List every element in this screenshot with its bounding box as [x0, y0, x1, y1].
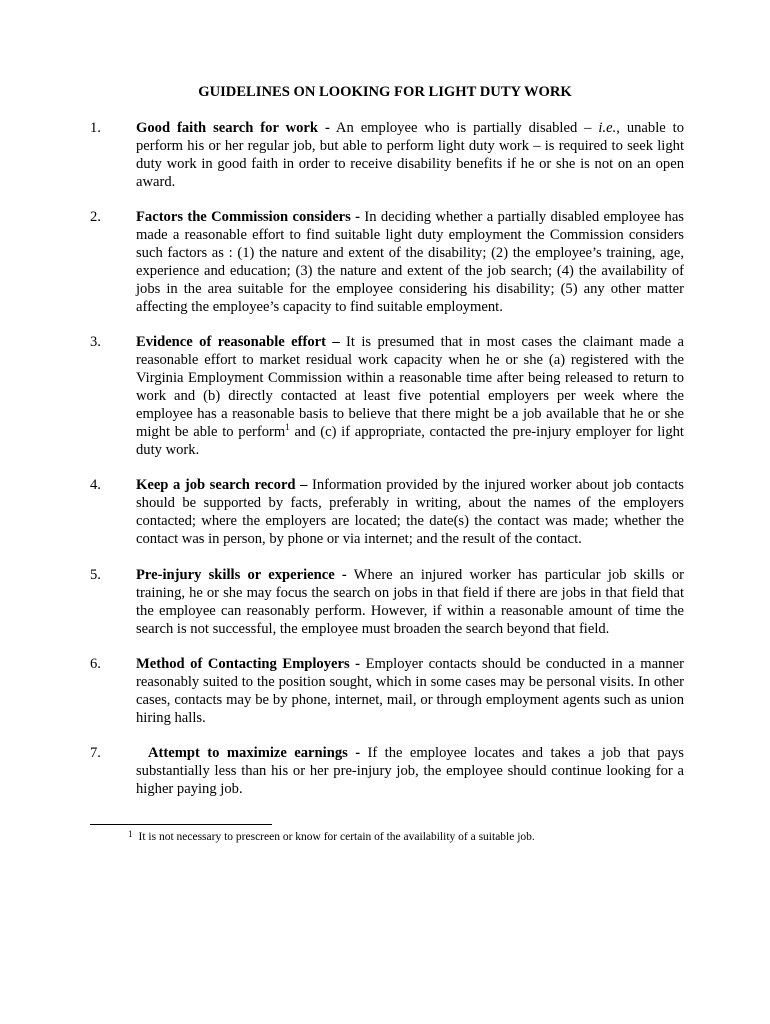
item-body: Employer contacts should be conducted in a manner reasonably suited to the position sought, which in some cases may be personal visits. In other cases, contacts may be by phone, internet, mail, or through employment agents such as union hiring halls.	[136, 656, 684, 726]
item-body-italic: i.e.	[598, 120, 617, 136]
item-body: If the employee locates and takes a job that pays substantially less than his or her pre-injury job, the employee should continue looking for a higher paying job.	[136, 745, 684, 797]
item-body: In deciding whether a partially disabled employee has made a reasonable effort to find suitable light duty employment the Commission considers such factors as : (1) the nature and extent of the disability; (2) the employee’s training, age, experience and education; (3) the nature and extent of the job search; (4) the availability of jobs in the area suitable for the employee considering his disability; (5) any other matter affecting the employee’s capacity to find suitable employment.	[136, 209, 684, 315]
item-number: 4.	[90, 477, 101, 493]
item-heading: Keep a job search record –	[136, 477, 308, 493]
item-number: 1.	[90, 120, 101, 136]
item-number: 7.	[90, 745, 101, 761]
item-number: 6.	[90, 656, 101, 672]
footnote	[128, 830, 535, 844]
footnote-text: It is not necessary to prescreen or know for certain of the availability of a suitable job.	[138, 831, 535, 843]
footnote-mark: 1	[128, 829, 133, 839]
item-text	[136, 119, 684, 191]
item-text	[136, 208, 684, 316]
item-body: Information provided by the injured worker about job contacts should be supported by facts, preferably in writing, about the names of the employers contacted; where the employers are located; the date(s) the contact was made; whether the contact was in person, by phone or via internet; and the result of the contact.	[136, 477, 684, 547]
item-body: An employee who is partially disabled –	[329, 120, 599, 136]
item-text	[136, 655, 684, 727]
item-body: It is presumed that in most cases the claimant made a reasonable effort to market residual work capacity when he or she (a) registered with the Virginia Employment Commission within a reasonable time after being released to return to work and (b) directly contacted at least five potential employers per week where the employee has a reasonable basis to believe that there might be a job available that he or she might be able to perform	[136, 334, 684, 440]
item-heading: Good faith search for work -	[136, 120, 330, 136]
item-body: Where an injured worker has particular job skills or training, he or she may focus the search on jobs in that field if there are jobs in that field that the employee can reasonably perform. However, if within a reasonable amount of time the search is not successful, the employee must broaden the search beyond that field.	[136, 567, 684, 637]
item-text	[136, 476, 684, 548]
item-heading: Evidence of reasonable effort –	[136, 334, 340, 350]
item-body: , unable to perform his or her regular job, but able to perform light duty work – is required to seek light duty work in good faith in order to receive disability benefits if he or she is not on an open award.	[136, 120, 685, 190]
item-heading: Factors the Commission considers -	[136, 209, 361, 225]
item-text	[136, 744, 684, 798]
item-heading: Pre-injury skills or experience -	[136, 567, 347, 583]
footnote-reference[interactable]: 1	[285, 422, 290, 433]
item-number: 2.	[90, 209, 101, 225]
footnote-divider	[90, 824, 272, 825]
item-number: 5.	[90, 567, 101, 583]
page-title: GUIDELINES ON LOOKING FOR LIGHT DUTY WORK	[198, 84, 572, 100]
item-heading: Method of Contacting Employers -	[136, 656, 361, 672]
item-number: 3.	[90, 334, 101, 350]
item-body: and (c) if appropriate, contacted the pre-injury employer for light duty work.	[136, 424, 684, 458]
item-heading: Attempt to maximize earnings -	[148, 745, 361, 761]
item-text	[136, 333, 684, 459]
item-text	[136, 566, 684, 638]
